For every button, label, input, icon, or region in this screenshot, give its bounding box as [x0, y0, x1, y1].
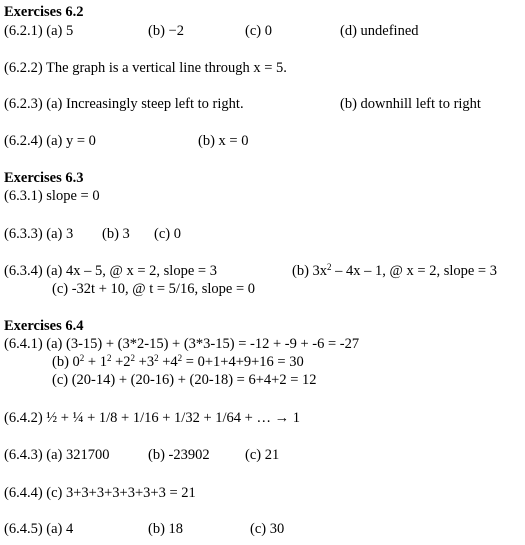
answer-6-4-1-b-text-1: (b) 0	[52, 354, 80, 370]
answer-6-4-1-b-text-3: +2	[111, 354, 131, 370]
answer-6-2-4-a: (6.2.4) (a) y = 0	[4, 133, 96, 149]
answer-6-4-3-a: (6.4.3) (a) 321700	[4, 447, 110, 463]
answer-6-4-1-b-exp-2: 2	[106, 353, 112, 363]
heading-exercises-6-3: Exercises 6.3	[4, 170, 84, 186]
answer-6-3-1: (6.3.1) slope = 0	[4, 188, 100, 204]
answer-6-2-1-b: (b) −2	[148, 23, 184, 39]
answer-6-4-2: (6.4.2) ½ + ¼ + 1/8 + 1/16 + 1/32 + 1/64 + … → 1	[4, 410, 300, 426]
answer-6-4-5-a: (6.4.5) (a) 4	[4, 521, 74, 537]
answer-6-4-5-b: (b) 18	[148, 521, 184, 537]
answer-6-4-3-b: (b) -23902	[148, 447, 210, 463]
answer-6-2-1-c: (c) 0	[245, 23, 272, 39]
answer-6-3-4-b	[292, 263, 497, 280]
answer-6-4-1-b	[52, 354, 304, 371]
answer-6-4-5-c: (c) 30	[250, 521, 285, 537]
answer-6-4-1-b-text-5: +4	[158, 354, 178, 370]
answer-6-2-4-b: (b) x = 0	[198, 133, 249, 149]
answer-6-2-3-a: (6.2.3) (a) Increasingly steep left to right.	[4, 96, 244, 112]
answer-6-4-1-b-exp-3: 2	[130, 353, 136, 363]
answer-6-2-2: (6.2.2) The graph is a vertical line through x = 5.	[4, 60, 287, 76]
answer-6-4-1-c: (c) (20-14) + (20-16) + (20-18) = 6+4+2 = 12	[52, 372, 317, 388]
answer-6-3-3-a: (6.3.3) (a) 3	[4, 226, 74, 242]
answer-6-3-4-a: (6.3.4) (a) 4x – 5, @ x = 2, slope = 3	[4, 263, 217, 279]
answer-6-4-1-b-text-4: +3	[135, 354, 155, 370]
heading-exercises-6-2: Exercises 6.2	[4, 4, 84, 20]
answer-6-3-4-b-text-2: – 4x – 1, @ x = 2, slope = 3	[331, 263, 497, 279]
answer-6-4-1-b-exp-4: 2	[154, 353, 159, 363]
answer-6-2-1-d: (d) undefined	[340, 23, 419, 39]
answer-6-3-3-b: (b) 3	[102, 226, 130, 242]
answer-6-4-1-a: (6.4.1) (a) (3-15) + (3*2-15) + (3*3-15) = -12 + -9 + -6 = -27	[4, 336, 360, 352]
answer-6-3-4-c: (c) -32t + 10, @ t = 5/16, slope = 0	[52, 281, 255, 297]
answer-6-3-3-c: (c) 0	[154, 226, 181, 242]
answer-6-4-4: (6.4.4) (c) 3+3+3+3+3+3+3 = 21	[4, 485, 196, 501]
answer-6-4-1-b-text-6: = 0+1+4+9+16 = 30	[182, 354, 304, 370]
answer-6-4-1-b-text-2: + 1	[84, 354, 107, 370]
answer-6-2-3-b: (b) downhill left to right	[340, 96, 481, 112]
answer-6-4-3-c: (c) 21	[245, 447, 280, 463]
heading-exercises-6-4: Exercises 6.4	[4, 318, 84, 334]
answer-6-3-4-b-text-1: (b) 3x	[292, 263, 328, 279]
answer-6-4-1-b-exp-5: 2	[177, 353, 183, 363]
answer-6-4-1-b-exp-1: 2	[79, 353, 85, 363]
answer-6-2-1-a: (6.2.1) (a) 5	[4, 23, 74, 39]
answer-6-3-4-b-exponent: 2	[327, 262, 332, 272]
